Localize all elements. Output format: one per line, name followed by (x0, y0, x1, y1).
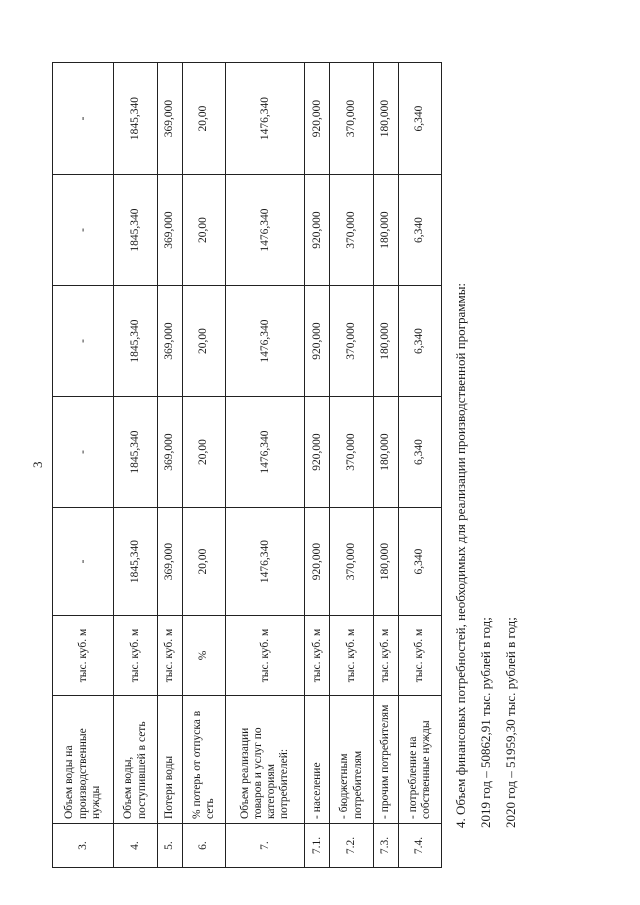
value-cell: - (53, 175, 114, 286)
value-cell: 920,000 (305, 63, 330, 175)
table-body (53, 63, 442, 868)
value-cell: 1845,340 (114, 397, 157, 508)
table-row (225, 63, 305, 868)
value-cell: 1476,340 (225, 508, 305, 616)
value-cell: 6,340 (398, 286, 441, 397)
value-cell: 1845,340 (114, 286, 157, 397)
indicator-name: Потери воды (157, 696, 182, 824)
unit-of-measure: тыс. куб. м (373, 616, 398, 696)
unit-of-measure: тыс. куб. м (305, 616, 330, 696)
value-cell: 369,000 (157, 175, 182, 286)
indicator-name: - потребление на собственные нужды (398, 696, 441, 824)
value-cell: 180,000 (373, 63, 398, 175)
value-cell: 180,000 (373, 397, 398, 508)
value-cell: 369,000 (157, 286, 182, 397)
value-cell: 370,000 (330, 175, 373, 286)
value-cell: 1476,340 (225, 63, 305, 175)
value-cell: 1476,340 (225, 286, 305, 397)
indicator-name: Объем воды на производственные нужды (53, 696, 114, 824)
unit-of-measure: тыс. куб. м (330, 616, 373, 696)
table-row (53, 63, 114, 868)
unit-of-measure: % (182, 616, 225, 696)
value-cell: 1845,340 (114, 63, 157, 175)
value-cell: 6,340 (398, 397, 441, 508)
value-cell: 370,000 (330, 286, 373, 397)
table-row (114, 63, 157, 868)
indicator-name: - население (305, 696, 330, 824)
value-cell: 6,340 (398, 175, 441, 286)
value-cell: 20,00 (182, 286, 225, 397)
indicator-name: Объем реализации товаров и услуг по категориям потребителей: (225, 696, 305, 824)
unit-of-measure: тыс. куб. м (157, 616, 182, 696)
value-cell: 180,000 (373, 286, 398, 397)
value-cell: 1845,340 (114, 175, 157, 286)
value-cell: 180,000 (373, 508, 398, 616)
value-cell: 6,340 (398, 63, 441, 175)
value-cell: - (53, 286, 114, 397)
financial-needs-2019: 2019 год – 50862,91 тыс. рублей в год; (478, 617, 493, 828)
row-number: 3. (53, 824, 114, 868)
value-cell: 369,000 (157, 63, 182, 175)
value-cell: 20,00 (182, 397, 225, 508)
table-row (157, 63, 182, 868)
value-cell: 369,000 (157, 508, 182, 616)
row-number: 5. (157, 824, 182, 868)
indicator-name: Объем воды, поступившей в сеть (114, 696, 157, 824)
value-cell: 370,000 (330, 397, 373, 508)
row-number: 7.2. (330, 824, 373, 868)
value-cell: 370,000 (330, 508, 373, 616)
unit-of-measure: тыс. куб. м (225, 616, 305, 696)
value-cell: 6,340 (398, 508, 441, 616)
value-cell: 920,000 (305, 175, 330, 286)
value-cell: - (53, 63, 114, 175)
value-cell: 370,000 (330, 63, 373, 175)
unit-of-measure: тыс. куб. м (398, 616, 441, 696)
indicator-name: - бюджетным потребителям (330, 696, 373, 824)
row-number: 7.4. (398, 824, 441, 868)
financial-needs-heading: 4. Объем финансовых потребностей, необходимых для реализации производственной программы: (453, 282, 468, 828)
table-row (373, 63, 398, 868)
page-number: 3 (30, 461, 45, 468)
row-number: 7. (225, 824, 305, 868)
row-number: 6. (182, 824, 225, 868)
financial-needs-section (448, 68, 523, 828)
value-cell: 1845,340 (114, 508, 157, 616)
table-row (305, 63, 330, 868)
row-number: 7.1. (305, 824, 330, 868)
table-row (182, 63, 225, 868)
financial-needs-2020: 2020 год – 51959,30 тыс. рублей в год; (503, 617, 518, 828)
value-cell: 20,00 (182, 508, 225, 616)
table-row (330, 63, 373, 868)
unit-of-measure: тыс. куб. м (53, 616, 114, 696)
value-cell: 20,00 (182, 63, 225, 175)
value-cell: 920,000 (305, 286, 330, 397)
row-number: 7.3. (373, 824, 398, 868)
production-program-table (52, 62, 442, 868)
value-cell: 369,000 (157, 397, 182, 508)
rotated-document-page (30, 63, 518, 868)
row-number: 4. (114, 824, 157, 868)
value-cell: 920,000 (305, 397, 330, 508)
indicator-name: % потерь от отпуска в сеть (182, 696, 225, 824)
value-cell: 20,00 (182, 175, 225, 286)
value-cell: 1476,340 (225, 397, 305, 508)
unit-of-measure: тыс. куб. м (114, 616, 157, 696)
value-cell: 180,000 (373, 175, 398, 286)
value-cell: 920,000 (305, 508, 330, 616)
indicator-name: - прочим потребителям (373, 696, 398, 824)
table-row (398, 63, 441, 868)
value-cell: 1476,340 (225, 175, 305, 286)
value-cell: - (53, 397, 114, 508)
value-cell: - (53, 508, 114, 616)
